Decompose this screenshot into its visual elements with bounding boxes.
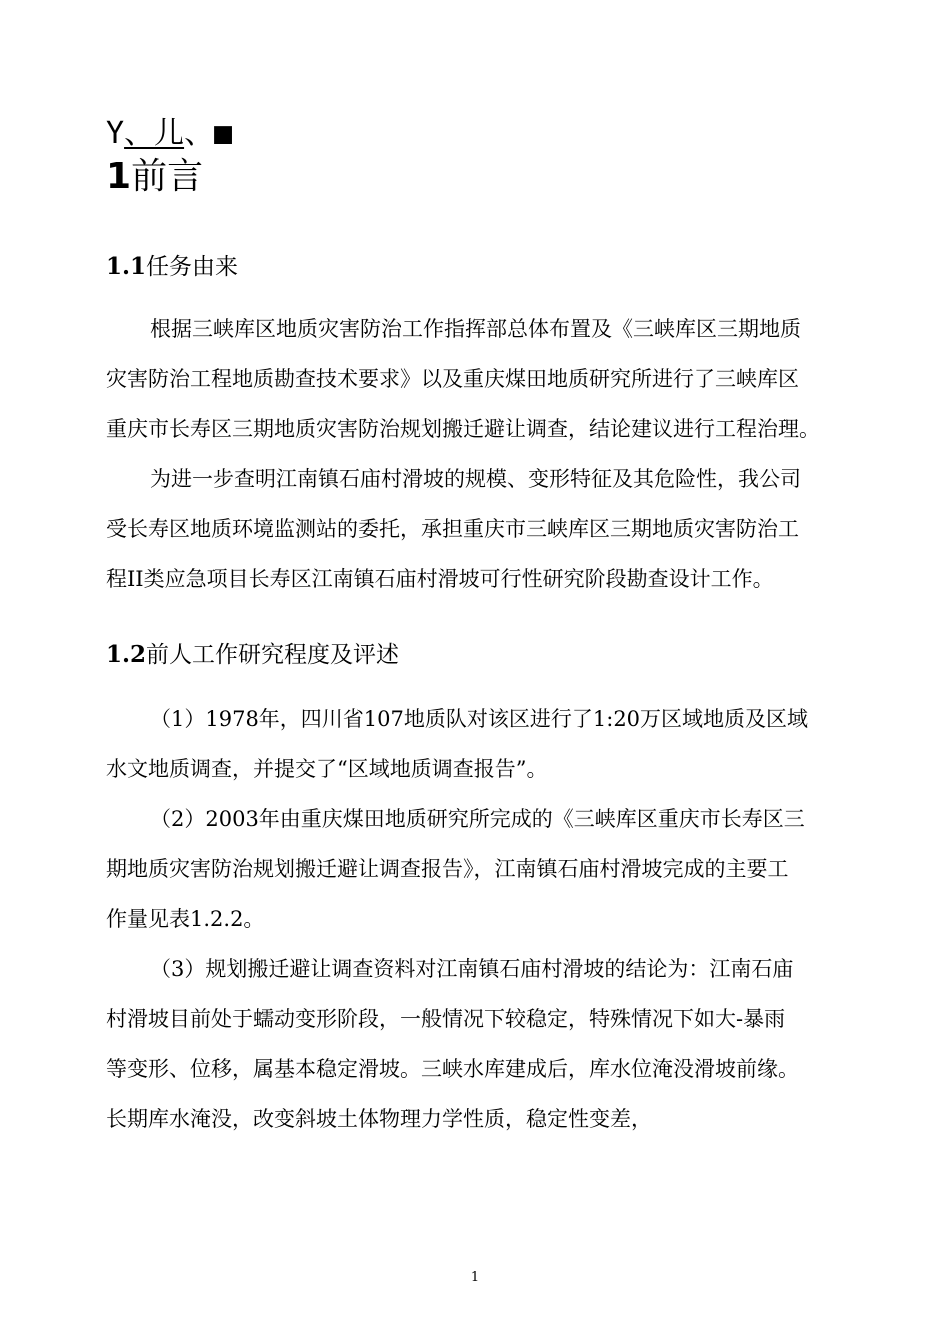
paragraph-line: （1）1978年，四川省107地质队对该区进行了1:20万区域地质及区域: [150, 707, 809, 731]
section-1-1-heading: [106, 252, 238, 282]
paragraph-line: 灾害防治工程地质勘查技术要求》以及重庆煤田地质研究所进行了三峡库区: [106, 367, 799, 391]
paragraph-line: 为进一步查明江南镇石庙村滑坡的规模、变形特征及其危险性，我公司: [150, 467, 801, 491]
paragraph-line: （2）2003年由重庆煤田地质研究所完成的《三峡库区重庆市长寿区三: [150, 807, 805, 831]
section-1-1-number: 1.1: [106, 253, 147, 280]
garbled-heading: [106, 116, 232, 152]
page-number: 1: [470, 1270, 480, 1285]
section-1-2-heading: [106, 640, 399, 670]
paragraph-line: 作量见表1.2.2。: [106, 907, 265, 931]
paragraph-line: 受长寿区地质环境监测站的委托，承担重庆市三峡库区三期地质灾害防治工: [106, 517, 799, 541]
paragraph-line: （3）规划搬迁避让调查资料对江南镇石庙村滑坡的结论为：江南石庙: [150, 957, 794, 981]
paragraph-line: 长期库水淹没，改变斜坡土体物理力学性质，稳定性变差，: [106, 1107, 652, 1131]
paragraph-line: 等变形、位移，属基本稳定滑坡。三峡水库建成后，库水位淹没滑坡前缘。: [106, 1057, 799, 1081]
section-1-2-title: 前人工作研究程度及评述: [146, 642, 400, 668]
paragraph-line: 村滑坡目前处于蠕动变形阶段，一般情况下较稳定，特殊情况下如大-暴雨: [106, 1007, 786, 1031]
garbled-heading-part2: 、儿: [124, 116, 185, 151]
chapter-number: 1: [106, 156, 132, 197]
garbled-heading-part3: 、■: [184, 116, 233, 151]
paragraph-line: 程II类应急项目长寿区江南镇石庙村滑坡可行性研究阶段勘查设计工作。: [106, 567, 774, 591]
chapter-heading: [106, 155, 203, 199]
section-1-1-title: 任务由来: [146, 254, 239, 280]
paragraph-line: 期地质灾害防治规划搬迁避让调查报告》，江南镇石庙村滑坡完成的主要工: [106, 857, 789, 881]
section-1-2-number: 1.2: [106, 641, 147, 668]
chapter-title: 前言: [131, 156, 204, 197]
garbled-heading-part1: Y: [106, 116, 125, 151]
paragraph-line: 根据三峡库区地质灾害防治工作指挥部总体布置及《三峡库区三期地质: [150, 317, 801, 341]
paragraph-line: 重庆市长寿区三期地质灾害防治规划搬迁避让调查，结论建议进行工程治理。: [106, 417, 820, 441]
paragraph-line: 水文地质调查，并提交了“区域地质调查报告”。: [106, 757, 548, 781]
